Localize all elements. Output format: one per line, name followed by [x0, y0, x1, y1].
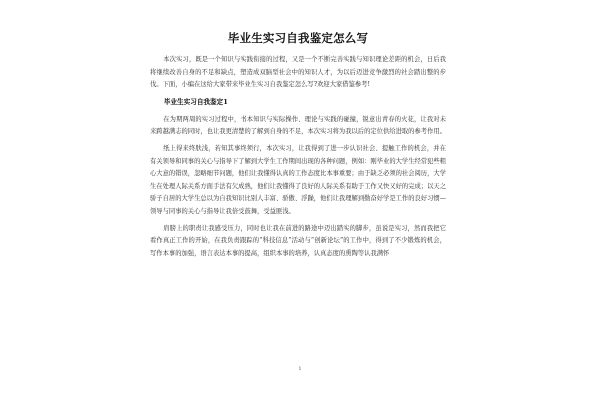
page-number: 1	[298, 366, 302, 372]
paragraph-1: 在为期两周的实习过程中，书本知识与实际操作、理论与实践的碰撞，锐意出青春的火花，让我对未来跨越满志的同时，也让我更清楚的了解到自身的不足，本次实习将为我以后的定位供给进取的参考作用。	[150, 115, 446, 136]
paragraph-3: 肩膀上的职责让我感受压力，同时也让我在前进的路途中迈出踏实的脚步，虽说是实习，然而我把它看作真正工作的开始，在我负责跟踪的“科技信息”活动与“创新论坛”的工作中，得到了不少锻炼的机会，写作本事的加强，语言表达本事的提高，组织本事的培养，认真态度的熏陶等认我满怀	[150, 224, 446, 257]
section-title: 毕业生实习自我鉴定1	[163, 97, 228, 106]
document-title: 毕业生实习自我鉴定怎么写	[227, 31, 369, 45]
document-content	[150, 30, 446, 264]
intro-paragraph: 本次实习，既是一个知识与实践衔接的过程，又是一个不断完善实践与知识理论差距的机会，日后我将继续改善自身的不足和缺点，塑造成双脑型社会中的知识人才，为以后迈进竞争激烈的社会踏出整的步伐。下面，小编在这给大家带来毕业生实习自我鉴定怎么写?欢迎大家借鉴参考!	[150, 56, 446, 89]
paragraph-2: 纸上得来终肤浅，若知其事终须行，本次实习，让我得到了进一步认识社会、提触工作的机会，并在有关领导和同事的关心与指导下了解到大学生工作期间出现的各种问题，例如：刚毕业的大学生经常犯些粗心大意的错误，忽略细节问题，他们让我懂得认真的工作态度比本事重要；由于缺乏必须的社会阅历，大学生在处理人际关系方面手法有欠成熟，他们让我懂得了良好的人际关系有助于工作又快又好的完成；以天之骄子自居的大学生总以为自我知识比别人丰富、骄傲、浮躁，他们让我理解到勤奋好学是工作的良好习惯—领导与同事的关心与指导让我倍受鼓舞，受益匪浅。	[150, 144, 446, 215]
